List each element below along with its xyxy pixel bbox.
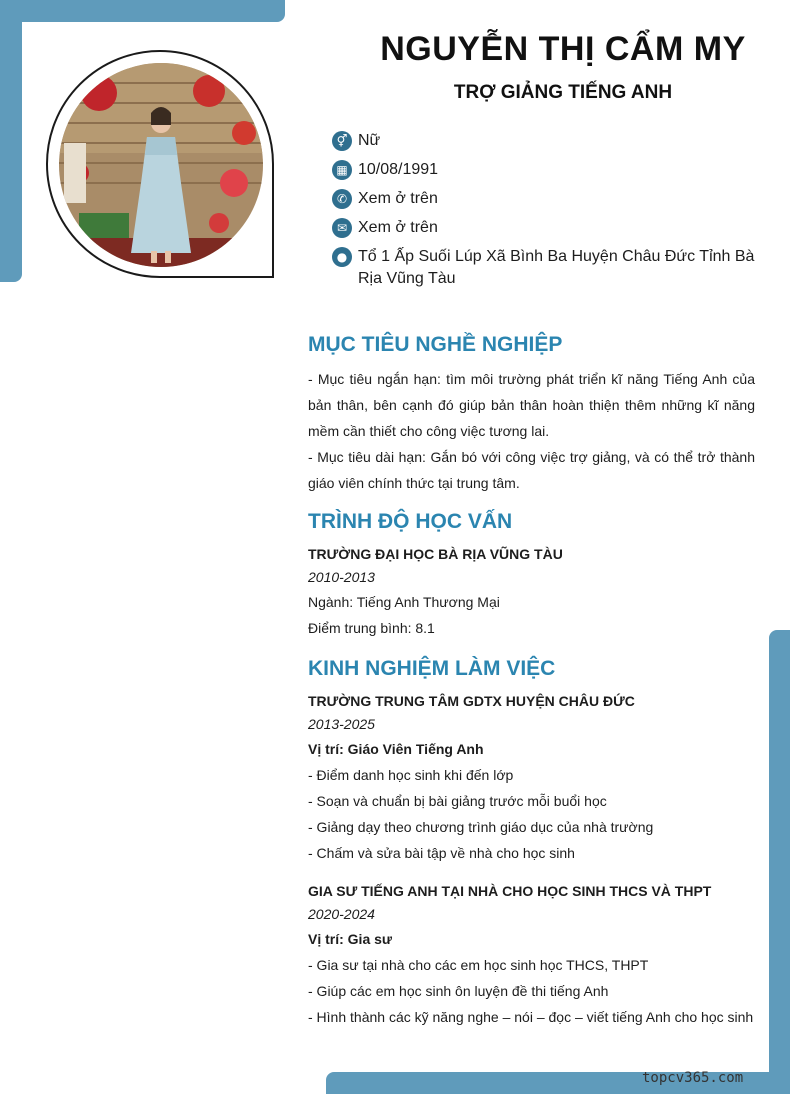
job-duty: - Điểm danh học sinh khi đến lớp: [308, 767, 514, 783]
job-org: GIA SƯ TIẾNG ANH TẠI NHÀ CHO HỌC SINH THCS VÀ THPT: [308, 883, 712, 899]
objective-title: MỤC TIÊU NGHỀ NGHIỆP: [308, 333, 563, 356]
gender-icon: ⚥: [332, 131, 352, 151]
job-duty: - Giảng dạy theo chương trình giáo dục của nhà trường: [308, 819, 654, 835]
education-title: TRÌNH ĐỘ HỌC VẤN: [308, 510, 513, 533]
decor-bar-left: [0, 0, 22, 282]
education-major: Ngành: Tiếng Anh Thương Mại: [308, 594, 500, 610]
job-position: Vị trí: Giáo Viên Tiếng Anh: [308, 741, 484, 757]
location-icon: ●: [332, 247, 352, 267]
phone-icon: ✆: [332, 189, 352, 209]
job-duty: - Hình thành các kỹ năng nghe – nói – đọc – viết tiếng Anh cho học sinh: [308, 1009, 754, 1025]
job-title: TRỢ GIẢNG TIẾNG ANH: [453, 82, 673, 103]
contact-address: [332, 246, 772, 290]
experience-section: [308, 656, 755, 1030]
contact-gender: [332, 130, 772, 152]
job-duty: - Gia sư tại nhà cho các em học sinh học THCS, THPT: [308, 957, 649, 973]
job-duty: - Chấm và sửa bài tập về nhà cho học sinh: [308, 845, 575, 861]
contact-birthdate-text: 10/08/1991: [358, 161, 439, 178]
contact-gender-text: Nữ: [358, 132, 381, 149]
contact-phone: [332, 188, 772, 210]
job-duty: - Soạn và chuẩn bị bài giảng trước mỗi buổi học: [308, 793, 607, 809]
education-section: [308, 509, 755, 641]
job-period: 2020-2024: [308, 906, 375, 922]
job-duty: - Giúp các em học sinh ôn luyện đề thi tiếng Anh: [308, 983, 609, 999]
job-entry: [308, 690, 755, 866]
job-position: Vị trí: Gia sư: [308, 931, 393, 947]
job-entry: [308, 880, 755, 1030]
contact-phone-text: Xem ở trên: [358, 190, 438, 207]
contact-email-text: Xem ở trên: [358, 219, 438, 236]
contact-address-text: Tổ 1 Ấp Suối Lúp Xã Bình Ba Huyện Châu Đức Tỉnh Bà Rịa Vũng Tàu: [358, 248, 755, 287]
email-icon: ✉: [332, 218, 352, 238]
education-school: TRƯỜNG ĐẠI HỌC BÀ RỊA VŨNG TÀU: [308, 546, 563, 562]
decor-bar-right: [769, 630, 790, 1094]
education-gpa: Điểm trung bình: 8.1: [308, 620, 435, 636]
contact-email: [332, 217, 772, 239]
job-period: 2013-2025: [308, 716, 375, 732]
experience-title: KINH NGHIỆM LÀM VIỆC: [308, 657, 556, 680]
profile-photo: [59, 63, 263, 267]
candidate-name: NGUYỄN THỊ CẨM MY: [380, 30, 746, 68]
job-org: TRƯỜNG TRUNG TÂM GDTX HUYỆN CHÂU ĐỨC: [308, 693, 635, 709]
watermark: topcv365.com: [642, 1070, 744, 1086]
objective-short-term: - Mục tiêu ngắn hạn: tìm môi trường phát triển kĩ năng Tiếng Anh của bản thân, bên cạnh đó giúp bản thân hoàn thiện thêm những kĩ năng mềm cần thiết cho công việc tương lai.: [308, 371, 755, 439]
objective-long-term: - Mục tiêu dài hạn: Gắn bó với công việc trợ giảng, và có thể trở thành giáo viên chính thức tại trung tâm.: [308, 449, 755, 491]
contact-list: [332, 130, 772, 297]
objective-section: [308, 332, 755, 496]
decor-bar-top: [0, 0, 285, 22]
contact-birthdate: [332, 159, 772, 181]
calendar-icon: ▦: [332, 160, 352, 180]
education-period: 2010-2013: [308, 569, 375, 585]
